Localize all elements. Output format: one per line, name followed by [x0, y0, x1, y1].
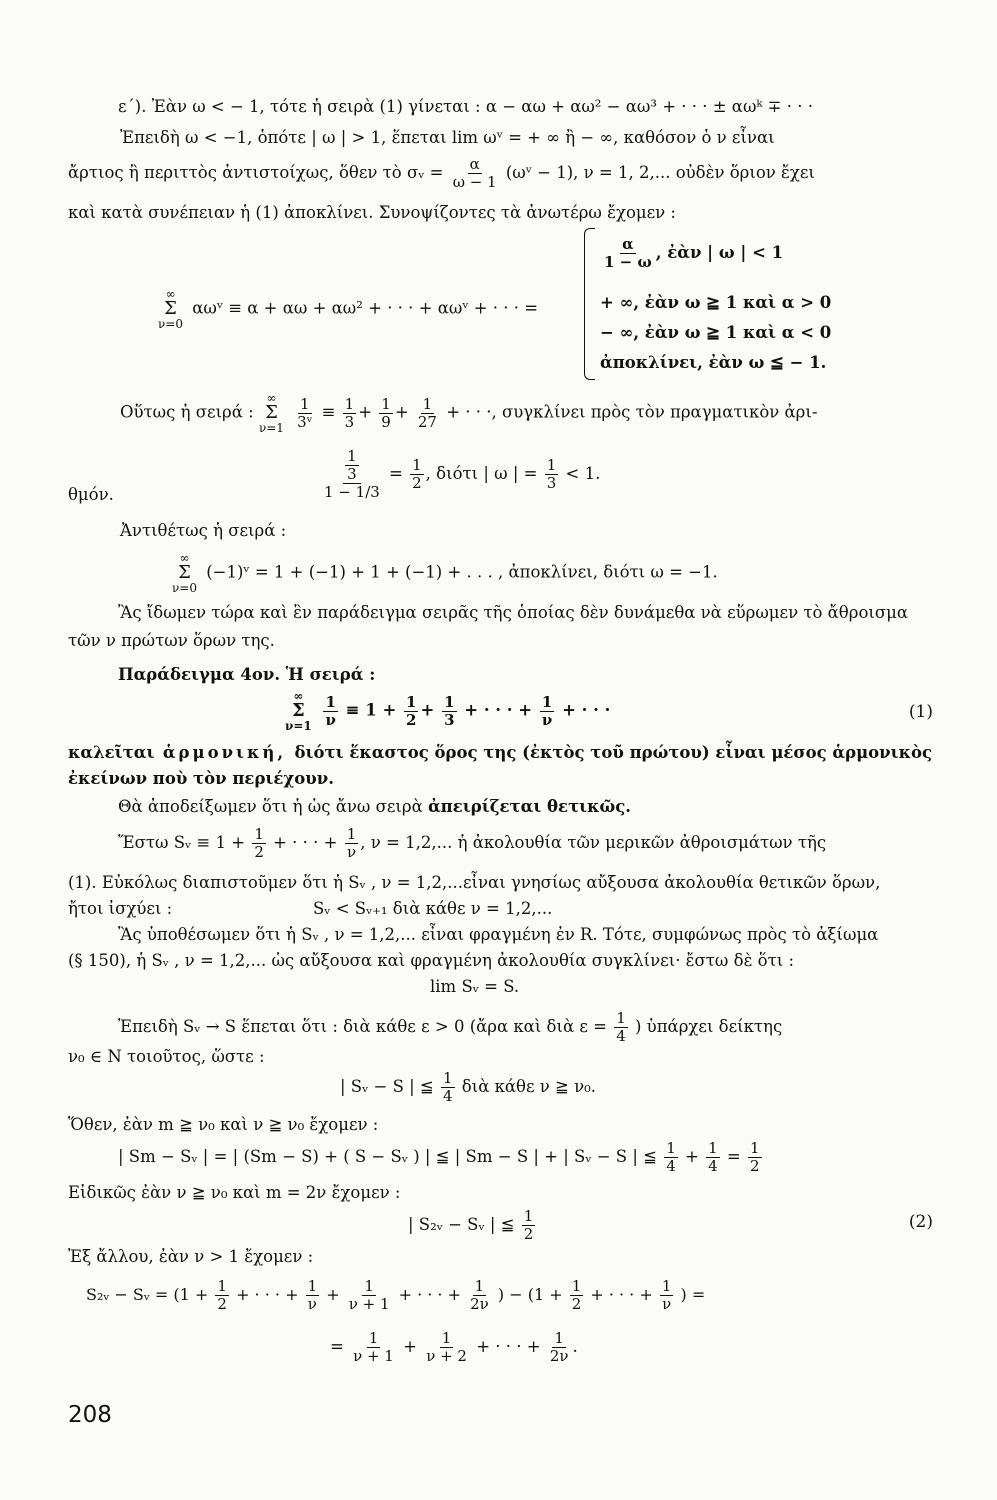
fraction: [441, 1070, 455, 1105]
numerator: 1: [708, 1139, 718, 1157]
numerator: 1: [541, 692, 553, 711]
line-limit: lim Sᵥ = S.: [430, 977, 520, 996]
denominator: 2ν: [470, 1295, 489, 1313]
fraction: [295, 396, 314, 431]
fraction: [343, 396, 357, 431]
fraction: [404, 694, 418, 729]
denominator: ν + 2: [426, 1347, 467, 1365]
line-thmon: θμόν.: [68, 485, 114, 504]
numerator: 1: [422, 394, 433, 413]
numerator: 1: [406, 692, 417, 711]
denominator: 3: [444, 710, 455, 729]
fraction: [424, 1330, 469, 1365]
fraction: [706, 1140, 720, 1175]
numerator: 1: [750, 1139, 760, 1157]
equals: =: [330, 1337, 344, 1356]
sum-operator: [158, 288, 183, 330]
line-case-e: ε΄). Ἐὰν ω < − 1, τότε ἡ σειρὰ (1) γίνεται : α − αω + αω² − αω³ + · · · ± αωᵏ ∓ · · ·: [118, 97, 813, 116]
line-triangle: [118, 1140, 764, 1175]
numerator: 1: [441, 1329, 452, 1347]
denominator: 2: [217, 1295, 227, 1313]
denominator: ν + 1: [353, 1347, 394, 1365]
case-3: − ∞, ἐὰν ω ≧ 1 καὶ α < 0: [600, 323, 832, 342]
text: , διότι | ω | =: [425, 464, 538, 483]
sum-operator: [259, 392, 284, 434]
line-sum-value: [320, 448, 600, 501]
text: ἄρτιος ἢ περιττὸς ἀντιστοίχως, ὅθεν τὸ σᵥ =: [68, 163, 444, 182]
denominator: 2ν: [549, 1347, 569, 1365]
numerator: 1: [381, 394, 391, 413]
denominator: 2: [406, 710, 417, 729]
sum-upper: ∞: [293, 689, 304, 703]
denominator: 2: [571, 1295, 582, 1313]
text: + · · · +: [464, 700, 533, 720]
plus: +: [685, 1147, 699, 1166]
text: S₂ᵥ − Sᵥ = (1 +: [86, 1285, 209, 1304]
text: ) − (1 +: [497, 1285, 563, 1304]
numerator: 1: [217, 1277, 227, 1295]
fraction: [522, 1208, 536, 1243]
line-series-third: Οὕτως ἡ σειρά : ∞ Σ ν=1 $\frac{1}{\text{3ᵛ}}$ ≡ $\frac{1}{3}$ + $\frac{1}{9}$ + $\frac{1}{27}$ + · · ·, συγκλίνει πρὸς τὸν πραγματικὸν ἀρι-: [120, 391, 818, 435]
numerator: 1: [299, 394, 310, 413]
text: (−1)ᵛ = 1 + (−1) + 1 + (−1) + . . . , ἀποκλίνει, διότι ω = −1.: [206, 562, 718, 582]
denominator: ν: [346, 843, 357, 861]
case-4: ἀποκλίνει, ἐὰν ω ≦ − 1.: [600, 353, 827, 372]
text: διότι ἕκαστος ὅρος της (ἐκτὸς τοῦ πρώτου) εἶναι μέσος ἁρμονικὸς: [294, 743, 932, 762]
text: + · · · +: [590, 1285, 653, 1304]
line-first-n: τῶν ν πρώτων ὅρων της.: [68, 631, 275, 650]
text: ) =: [680, 1285, 706, 1304]
fraction: [306, 1278, 320, 1313]
fraction: [442, 694, 456, 729]
fraction: [614, 1010, 628, 1045]
spaced-term: ἁρμονική,: [162, 743, 287, 762]
equals: =: [389, 464, 403, 483]
denominator: ω − 1: [452, 173, 497, 191]
line-difference: [86, 1278, 705, 1313]
line-example-intro: Ἂς ἴδωμεν τώρα καὶ ἓν παράδειγμα σειρᾶς τῆς ὁποίας δὲν δυνάμεθα νὰ εὕρωμεν τὸ ἄθροισμα: [118, 603, 908, 622]
numerator: [343, 448, 361, 484]
denominator: ν + 1: [348, 1295, 390, 1313]
line-special: Εἰδικῶς ἐὰν ν ≧ ν₀ καὶ m = 2ν ἔχομεν :: [68, 1183, 401, 1202]
numerator: 1: [347, 447, 357, 465]
line-axiom: (§ 150), ἡ Sᵥ , ν = 1,2,... ὡς αὔξουσα καὶ φραγμένη ἀκολουθία συγκλίνει· ἔστω δὲ ὅτι :: [68, 951, 794, 970]
denominator: 9: [381, 412, 391, 431]
numerator: 1: [325, 692, 336, 711]
line-harmonic-definition: [68, 742, 932, 764]
denominator: 4: [666, 1157, 676, 1175]
line-alternating: [172, 552, 718, 594]
fraction: [351, 1330, 396, 1365]
numerator: 1: [523, 1207, 534, 1225]
numerator: 1: [474, 1277, 485, 1295]
denominator: 3: [344, 412, 355, 431]
line-suppose: Ἂς ὑποθέσωμεν ὅτι ἡ Sᵥ , ν = 1,2,... εἶναι φραγμένη ἐν R. Τότε, συμφώνως πρὸς τὸ ἀξίωμα: [118, 925, 879, 944]
line-sigma-def: [68, 156, 815, 191]
line-difference-result: [330, 1330, 578, 1365]
text: + · · ·: [562, 700, 611, 720]
numerator: 1: [444, 692, 455, 711]
sum-lower: ν=1: [285, 719, 312, 733]
sum-operator: [172, 552, 197, 594]
sum-lower: ν=0: [158, 317, 183, 331]
text: (ωᵛ − 1), ν = 1, 2,... οὐδὲν ὅριον ἔχει: [505, 163, 815, 182]
fraction: [410, 457, 424, 492]
denominator: 4: [708, 1157, 718, 1175]
line-partial-sums: [118, 826, 826, 861]
numerator: 1: [346, 825, 357, 843]
denominator: 4: [443, 1087, 453, 1105]
line-increasing: (1). Εὐκόλως διαπιστοῦμεν ὅτι ἡ Sᵥ , ν = 1,2,...εἶναι γνησίως αὔξουσα ἀκολουθία θετικῶν ὅρων,: [68, 873, 881, 892]
text: , ν = 1,2,... ἡ ἀκολουθία τῶν μερικῶν ἀθροισμάτων τῆς: [360, 833, 827, 852]
fraction: [323, 694, 337, 729]
geometric-series-sum: [158, 288, 538, 330]
equation-number-1: (1): [908, 702, 933, 722]
text: < 1.: [565, 464, 601, 483]
denominator: 1 − 1/3: [324, 483, 380, 501]
compound-fraction: [322, 448, 382, 501]
series-expression: αωᵛ ≡ α + αω + αω² + · · · + αωᵛ + · · · =: [192, 298, 539, 318]
line-epsilon: [118, 1010, 782, 1045]
example-4-heading: Παράδειγμα 4ον. Ἡ σειρά :: [118, 665, 376, 684]
cases-brace: [584, 228, 595, 380]
text: Θὰ ἀποδείξωμεν ὅτι ἡ ὡς ἄνω σειρὰ: [118, 797, 423, 816]
sigma-symbol: Σ: [164, 298, 177, 319]
text: +: [326, 1285, 340, 1304]
fraction: [545, 457, 559, 492]
fraction: [660, 1278, 674, 1313]
denominator: 2: [254, 843, 264, 861]
case-2: + ∞, ἐὰν ω ≧ 1 καὶ α > 0: [600, 293, 832, 312]
numerator: 1: [661, 1277, 672, 1295]
numerator: 1: [571, 1277, 582, 1295]
line-ineq-2: [408, 1208, 537, 1243]
sigma-symbol: Σ: [292, 700, 305, 721]
inequality: Sᵥ < Sᵥ₊₁ διὰ κάθε ν = 1,2,...: [313, 899, 553, 918]
plus: +: [403, 1337, 417, 1356]
line-lim: Ἐπειδὴ ω < −1, ὁπότε | ω | > 1, ἕπεται lim ωᵛ = + ∞ ἢ − ∞, καθόσον ὁ ν εἶναι: [120, 128, 775, 147]
line-bound: [340, 1070, 596, 1105]
harmonic-series: ∞ Σ ν=1 $\frac{1}{\nu}$ ≡ 1 + $\frac{1}{2}$ + $\frac{1}{3}$ + · · · + $\frac{1}{\nu}$ + · · ·: [285, 689, 611, 733]
denominator: 3: [347, 465, 357, 483]
condition: , ἐὰν | ω | < 1: [655, 243, 784, 262]
text: + · · · +: [398, 1285, 462, 1304]
denominator: ν: [325, 710, 336, 729]
text: ≡ 1 +: [345, 700, 397, 720]
denominator: 2: [523, 1225, 534, 1243]
text: ) ὑπάρχει δείκτης: [635, 1017, 783, 1036]
line-contrary: Ἀντιθέτως ἡ σειρά :: [120, 521, 287, 540]
fraction: [416, 396, 439, 431]
numerator: 1: [344, 394, 355, 413]
text: Ἐπειδὴ Sᵥ → S ἕπεται ὅτι : διὰ κάθε ε > 0 (ἄρα καὶ διὰ ε =: [118, 1017, 607, 1036]
sum-upper: ∞: [266, 391, 277, 405]
text: + · · · +: [476, 1337, 541, 1356]
line-containing: ἐκείνων ποὺ τὸν περιέχουν.: [68, 769, 334, 788]
denominator: 2: [412, 474, 422, 492]
denominator: 27: [417, 412, 437, 431]
text: καλεῖται: [68, 743, 155, 762]
sum-lower: ν=1: [258, 421, 284, 435]
numerator: 1: [368, 1329, 379, 1347]
sum-upper: ∞: [165, 287, 176, 301]
sigma-symbol: Σ: [178, 562, 191, 583]
sum-operator: [285, 690, 312, 732]
text: Οὕτως ἡ σειρά :: [120, 402, 254, 422]
fraction: [548, 1330, 571, 1365]
case-1: [600, 236, 783, 271]
text: ἤτοι ἰσχύει :: [68, 899, 173, 918]
inner-fraction: [345, 448, 359, 483]
sigma-symbol: Σ: [265, 402, 278, 423]
equals: =: [726, 1147, 741, 1166]
denominator: 3ᵛ: [297, 412, 313, 431]
fraction: [347, 1278, 392, 1313]
denominator: ν: [662, 1295, 672, 1313]
denominator: ν: [307, 1295, 317, 1313]
numerator: 1: [666, 1139, 676, 1157]
numerator: α: [469, 155, 480, 173]
fraction: [664, 1140, 678, 1175]
equiv: ≡: [321, 402, 336, 422]
numerator: 1: [546, 456, 557, 474]
numerator: 1: [554, 1329, 564, 1347]
numerator: 1: [254, 825, 264, 843]
fraction: [748, 1140, 762, 1175]
text: διὰ κάθε ν ≧ ν₀.: [461, 1077, 597, 1096]
text: + · · · +: [236, 1285, 299, 1304]
numerator: 1: [307, 1277, 318, 1295]
denominator: ν: [541, 710, 553, 729]
text: | Sᵥ − S | ≦: [340, 1077, 434, 1096]
sum-upper: ∞: [179, 551, 190, 565]
fraction: [379, 396, 393, 431]
line-holds: [68, 898, 553, 920]
page-number: 208: [68, 1402, 112, 1428]
denominator: 1 − ω: [604, 253, 652, 271]
text: + · · ·, συγκλίνει πρὸς τὸν πραγματικὸν ἀρι-: [446, 402, 818, 422]
fraction: [540, 694, 554, 729]
numerator: 1: [364, 1277, 374, 1295]
numerator: 1: [616, 1009, 626, 1027]
fraction: [345, 826, 359, 861]
fraction: [570, 1278, 584, 1313]
line-otherwise: Ἐξ ἄλλου, ἐὰν ν > 1 ἔχομεν :: [68, 1247, 314, 1266]
sum-lower: ν=0: [172, 581, 197, 595]
numerator: 1: [412, 456, 422, 474]
numerator: α: [622, 235, 634, 253]
text: | S₂ᵥ − Sᵥ | ≦: [408, 1215, 515, 1234]
fraction: [252, 826, 266, 861]
equation-number-2: (2): [908, 1212, 933, 1232]
line-hence: Ὅθεν, ἐὰν m ≧ ν₀ καὶ ν ≧ ν₀ ἔχομεν :: [68, 1115, 379, 1134]
fraction: [451, 156, 499, 191]
text: Ἔστω Sᵥ ≡ 1 +: [118, 833, 246, 852]
denominator: 3: [546, 474, 557, 492]
line-summary-intro: καὶ κατὰ συνέπειαν ἡ (1) ἀποκλίνει. Συνοψίζοντες τὰ ἀνωτέρω ἔχομεν :: [68, 203, 676, 222]
fraction: [602, 236, 654, 271]
fraction: [468, 1278, 491, 1313]
numerator: 1: [443, 1069, 453, 1087]
period: .: [572, 1337, 578, 1356]
text: + · · · +: [273, 833, 338, 852]
bold-phrase: ἀπειρίζεται θετικῶς.: [427, 797, 632, 816]
denominator: 4: [616, 1027, 626, 1045]
text: | Sm − Sᵥ | = | (Sm − S) + ( S − Sᵥ ) | ≦ | Sm − S | + | Sᵥ − S | ≦: [118, 1147, 657, 1166]
fraction: [215, 1278, 229, 1313]
denominator: 2: [750, 1157, 760, 1175]
line-index: ν₀ ∈ N τοιοῦτος, ὥστε :: [68, 1047, 265, 1066]
line-prove: [118, 796, 631, 818]
